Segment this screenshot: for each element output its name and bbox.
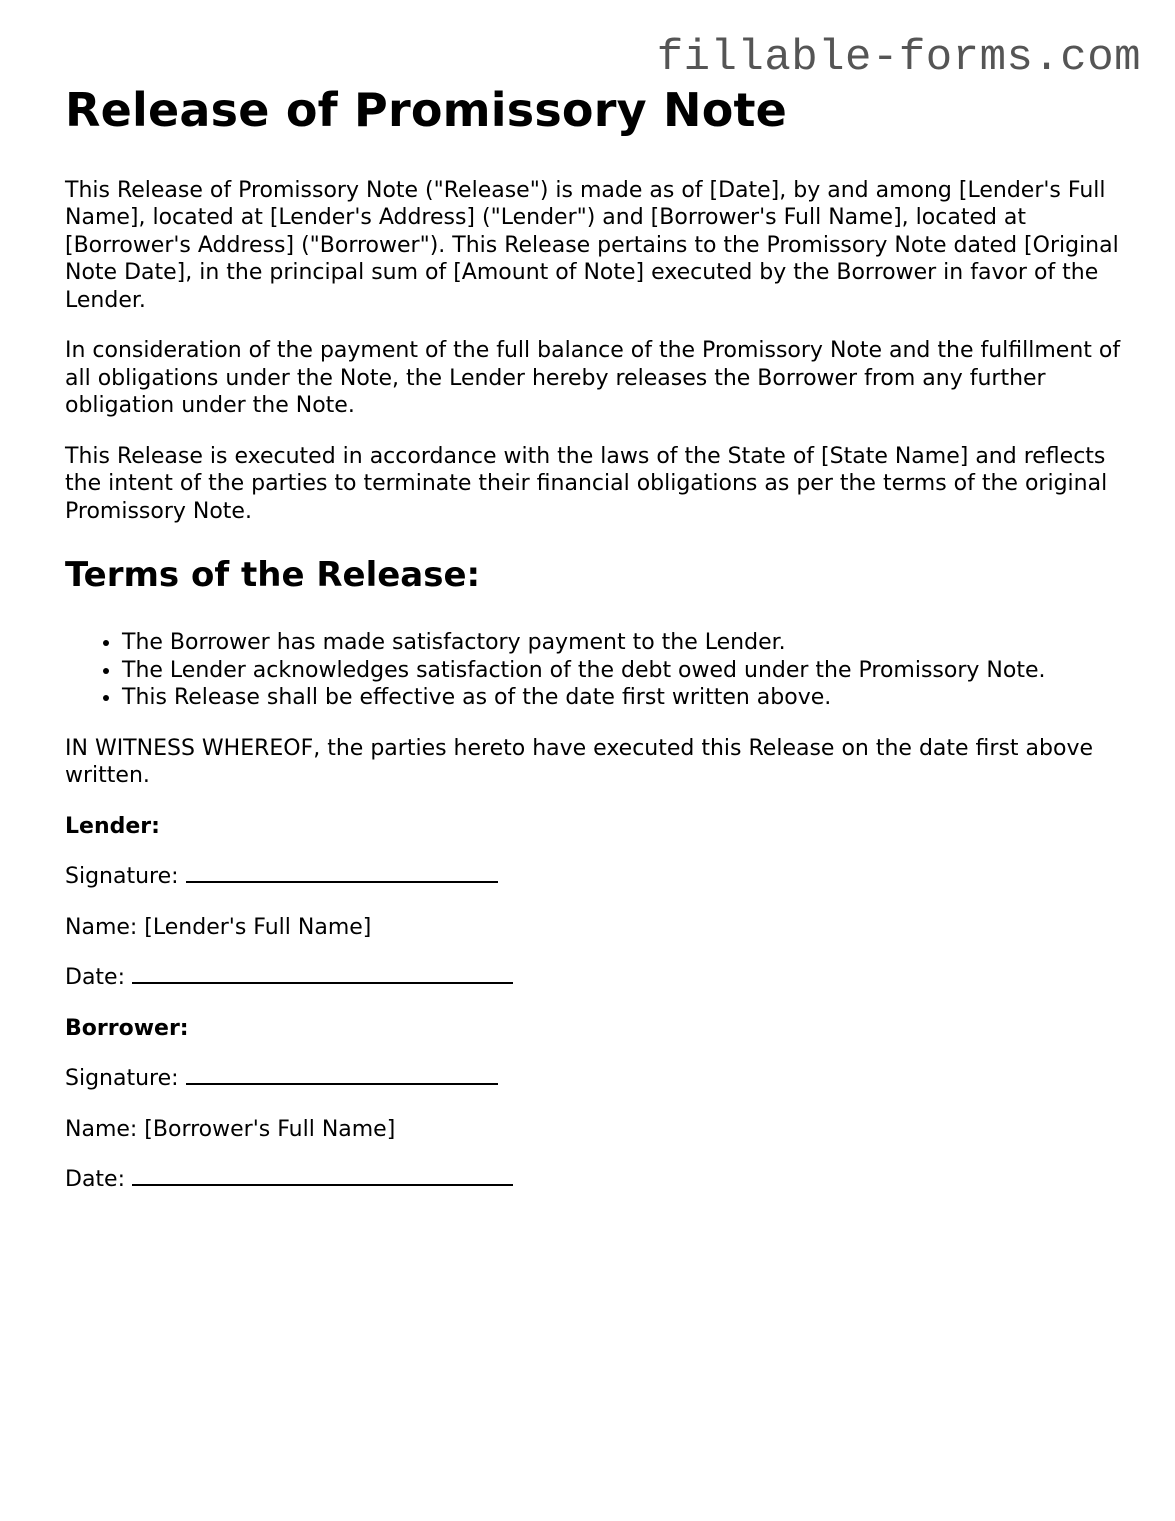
lender-date-label: Date: bbox=[65, 965, 125, 991]
terms-list bbox=[65, 629, 1125, 712]
terms-item: • This Release shall be effective as of the date first written above. bbox=[122, 684, 1125, 712]
lender-name-line: Name: [Lender's Full Name] bbox=[65, 914, 372, 940]
intro-paragraph-3: This Release is executed in accordance with the laws of the State of [State Name] and reflects the intent of the parties to terminate their financial obligations as per the terms of the original Promissory Note. bbox=[65, 443, 1108, 524]
borrower-date-label: Date: bbox=[65, 1167, 125, 1193]
witness-paragraph: IN WITNESS WHEREOF, the parties hereto have executed this Release on the date first above written. bbox=[65, 735, 1093, 789]
lender-signature-label: Signature: bbox=[65, 864, 179, 890]
intro-paragraph-2: In consideration of the payment of the full balance of the Promissory Note and the fulfillment of all obligations under the Note, the Lender hereby releases the Borrower from any further obligation under the Note. bbox=[65, 338, 1121, 419]
borrower-heading: Borrower: bbox=[65, 1015, 189, 1041]
terms-item: • The Lender acknowledges satisfaction of the debt owed under the Promissory Note. bbox=[122, 657, 1125, 685]
document-title: Release of Promissory Note bbox=[65, 83, 788, 137]
intro-paragraph-1: This Release of Promissory Note ("Release") is made as of [Date], by and among [Lender's Full Name], located at [Lender's Address] ("Lender") and [Borrower's Full Name], located at [Borrower's Address] ("Borrower"). This Release pertains to the Promissory Note dated [Original Note Date], in the principal sum of [Amount of Note] executed by the Borrower in favor of the Lender. bbox=[65, 177, 1119, 313]
lender-signature-row bbox=[65, 863, 1125, 891]
lender-signature-line[interactable] bbox=[186, 863, 498, 883]
lender-date-line[interactable] bbox=[132, 964, 513, 984]
borrower-date-row bbox=[65, 1166, 1125, 1194]
borrower-signature-label: Signature: bbox=[65, 1066, 179, 1092]
borrower-signature-row bbox=[65, 1065, 1125, 1093]
terms-heading: Terms of the Release: bbox=[65, 555, 481, 596]
lender-heading: Lender: bbox=[65, 813, 160, 839]
document-body bbox=[65, 84, 1125, 1217]
watermark-text: fillable-forms.com bbox=[656, 33, 1141, 83]
borrower-date-line[interactable] bbox=[132, 1166, 513, 1186]
borrower-name-line: Name: [Borrower's Full Name] bbox=[65, 1116, 396, 1142]
lender-date-row bbox=[65, 964, 1125, 992]
borrower-signature-line[interactable] bbox=[186, 1065, 498, 1085]
terms-item: • The Borrower has made satisfactory payment to the Lender. bbox=[122, 629, 1125, 657]
